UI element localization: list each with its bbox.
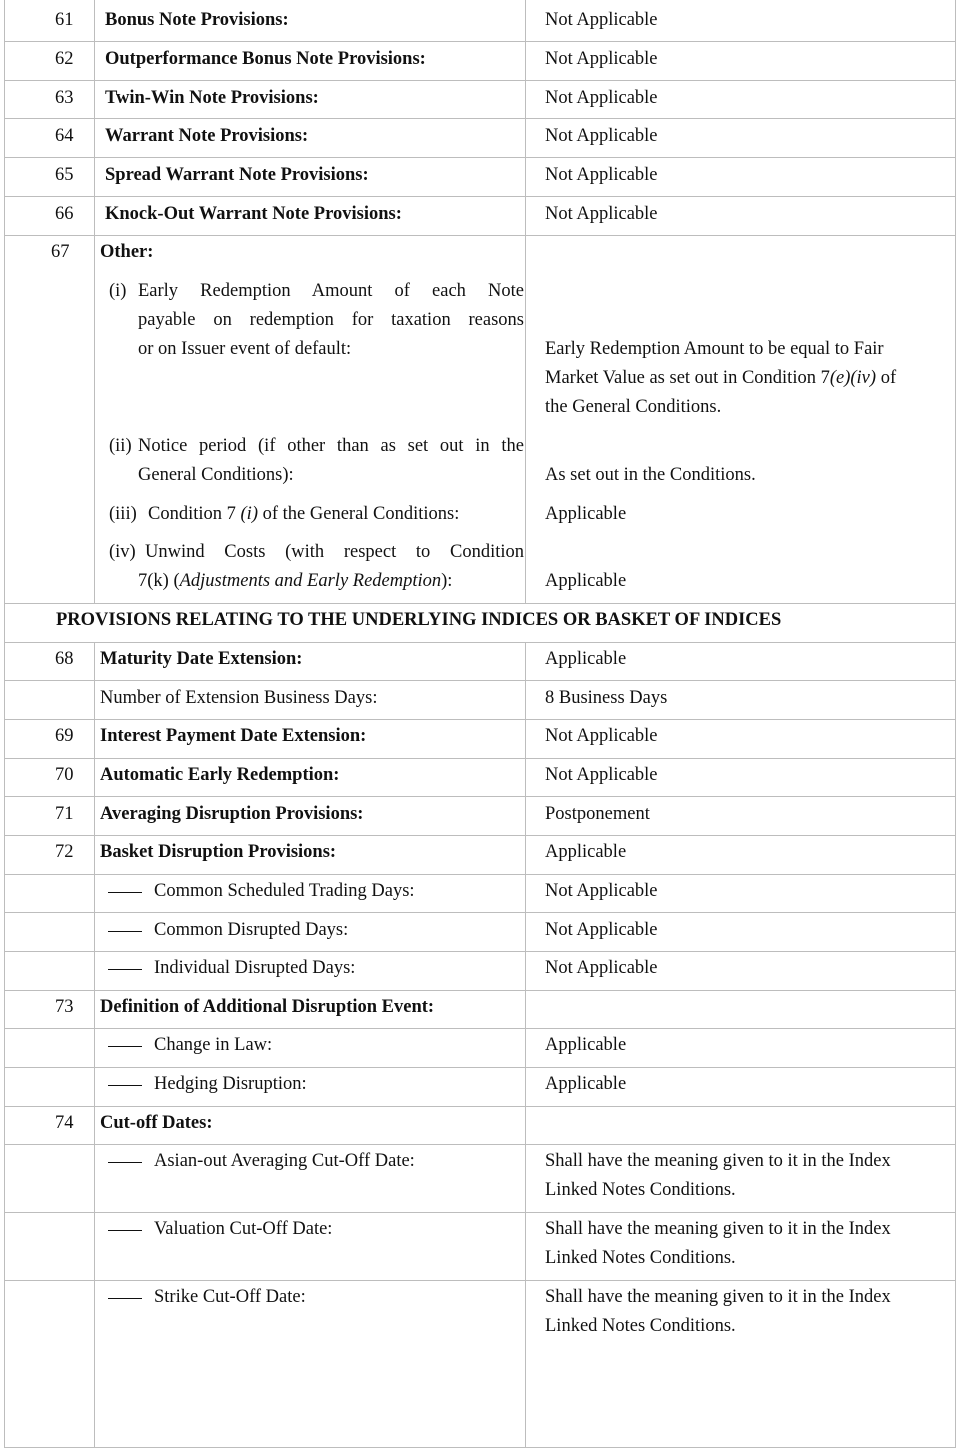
sub-label: Individual Disrupted Days:: [154, 958, 356, 978]
row-divider: [5, 118, 955, 119]
item-value: Applicable: [545, 504, 627, 524]
row-divider: [5, 796, 955, 797]
row-number: 66: [55, 204, 74, 224]
row-divider: [5, 1280, 955, 1281]
sub-value: Shall have the meaning given to it in the Index: [545, 1151, 891, 1171]
sub-label: Hedging Disruption:: [154, 1074, 307, 1094]
row-value: Not Applicable: [545, 726, 658, 746]
row-divider: [5, 1067, 955, 1068]
sub-value: Shall have the meaning given to it in the Index: [545, 1219, 891, 1239]
sub-label: Valuation Cut-Off Date:: [154, 1219, 333, 1239]
section-heading: PROVISIONS RELATING TO THE UNDERLYING INDICES OR BASKET OF INDICES: [56, 610, 782, 630]
row-number: 68: [55, 649, 74, 669]
row-divider: [5, 642, 955, 643]
row-value: Not Applicable: [545, 88, 658, 108]
row-divider: [5, 1028, 955, 1029]
row-label: Definition of Additional Disruption Event:: [100, 997, 435, 1017]
row-divider: [5, 80, 955, 81]
column-divider-value: [525, 0, 526, 603]
item-value: Early Redemption Amount to be equal to Fair: [545, 339, 884, 359]
item-value: Applicable: [545, 571, 627, 591]
item-value: As set out in the Conditions.: [545, 465, 756, 485]
row-value: Not Applicable: [545, 49, 658, 69]
sub-value: Applicable: [545, 1074, 627, 1094]
row-divider: [5, 874, 955, 875]
sub-label: Common Disrupted Days:: [154, 920, 349, 940]
row-label: Spread Warrant Note Provisions:: [105, 165, 369, 185]
row-label: Interest Payment Date Extension:: [100, 726, 367, 746]
row-number: 70: [55, 765, 74, 785]
sub-value: Linked Notes Conditions.: [545, 1316, 736, 1336]
row-value: Not Applicable: [545, 10, 658, 30]
row-label: Maturity Date Extension:: [100, 649, 303, 669]
row-number: 67: [51, 242, 70, 262]
item-marker: (ii): [109, 436, 132, 456]
dash-bullet: [108, 931, 142, 932]
row-divider: [5, 235, 955, 236]
dash-bullet: [108, 1162, 142, 1163]
row-divider: [5, 835, 955, 836]
row-value: Not Applicable: [545, 204, 658, 224]
row-number: 65: [55, 165, 74, 185]
dash-bullet: [108, 1046, 142, 1047]
sub-label: Strike Cut-Off Date:: [154, 1287, 306, 1307]
row-value: Applicable: [545, 649, 627, 669]
dash-bullet: [108, 1298, 142, 1299]
item-text: Condition 7 (i) of the General Conditions:: [148, 504, 460, 524]
sub-label: Change in Law:: [154, 1035, 273, 1055]
sub-label: Number of Extension Business Days:: [100, 688, 378, 708]
column-divider-value-2: [525, 642, 526, 1448]
row-divider: [5, 912, 955, 913]
item-text: Early Redemption Amount of each Note: [138, 281, 524, 301]
row-number: 63: [55, 88, 74, 108]
dash-bullet: [108, 1230, 142, 1231]
item-text: 7(k) (Adjustments and Early Redemption):: [138, 571, 453, 591]
item-marker: (iv): [109, 542, 136, 562]
row-number: 74: [55, 1113, 74, 1133]
dash-bullet: [108, 892, 142, 893]
item-marker: (i): [109, 281, 127, 301]
sub-value: Applicable: [545, 1035, 627, 1055]
row-divider: [5, 951, 955, 952]
row-divider: [5, 1144, 955, 1145]
sub-label: Asian-out Averaging Cut-Off Date:: [154, 1151, 415, 1171]
item-text: Notice period (if other than as set out in the: [138, 436, 524, 456]
row-divider: [5, 680, 955, 681]
row-label: Other:: [100, 242, 154, 262]
row-label: Warrant Note Provisions:: [105, 126, 309, 146]
item-text: General Conditions):: [138, 465, 294, 485]
row-label: Outperformance Bonus Note Provisions:: [105, 49, 426, 69]
column-divider-number-2: [94, 642, 95, 1448]
sub-value: Not Applicable: [545, 958, 658, 978]
row-divider: [5, 719, 955, 720]
row-number: 69: [55, 726, 74, 746]
item-value: Market Value as set out in Condition 7(e)(iv) of: [545, 368, 897, 388]
sub-label: Common Scheduled Trading Days:: [154, 881, 415, 901]
row-divider: [5, 157, 955, 158]
sub-value: Linked Notes Conditions.: [545, 1248, 736, 1268]
sub-value: Not Applicable: [545, 881, 658, 901]
row-divider: [5, 196, 955, 197]
row-label: Bonus Note Provisions:: [105, 10, 289, 30]
row-label: Averaging Disruption Provisions:: [100, 804, 364, 824]
row-label: Automatic Early Redemption:: [100, 765, 340, 785]
sub-value: 8 Business Days: [545, 688, 668, 708]
sub-value: Not Applicable: [545, 920, 658, 940]
row-label: Twin-Win Note Provisions:: [105, 88, 319, 108]
row-divider: [5, 758, 955, 759]
item-value: the General Conditions.: [545, 397, 722, 417]
dash-bullet: [108, 1085, 142, 1086]
row-divider: [5, 603, 955, 604]
row-label: Basket Disruption Provisions:: [100, 842, 337, 862]
column-divider-number: [94, 0, 95, 603]
row-divider: [5, 1212, 955, 1213]
item-text: Unwind Costs (with respect to Condition: [145, 542, 524, 562]
row-number: 73: [55, 997, 74, 1017]
row-label: Cut-off Dates:: [100, 1113, 213, 1133]
row-value: Not Applicable: [545, 765, 658, 785]
row-number: 64: [55, 126, 74, 146]
row-divider: [5, 41, 955, 42]
row-label: Knock-Out Warrant Note Provisions:: [105, 204, 402, 224]
row-number: 72: [55, 842, 74, 862]
row-divider: [5, 990, 955, 991]
provisions-table: [4, 0, 956, 1448]
row-number: 62: [55, 49, 74, 69]
row-number: 71: [55, 804, 74, 824]
sub-value: Linked Notes Conditions.: [545, 1180, 736, 1200]
row-value: Not Applicable: [545, 165, 658, 185]
item-text: payable on redemption for taxation reasons: [138, 310, 524, 330]
item-marker: (iii): [109, 504, 137, 524]
row-value: Applicable: [545, 842, 627, 862]
row-divider: [5, 1106, 955, 1107]
row-number: 61: [55, 10, 74, 30]
row-value: Postponement: [545, 804, 650, 824]
dash-bullet: [108, 969, 142, 970]
sub-value: Shall have the meaning given to it in the Index: [545, 1287, 891, 1307]
item-text: or on Issuer event of default:: [138, 339, 352, 359]
row-value: Not Applicable: [545, 126, 658, 146]
